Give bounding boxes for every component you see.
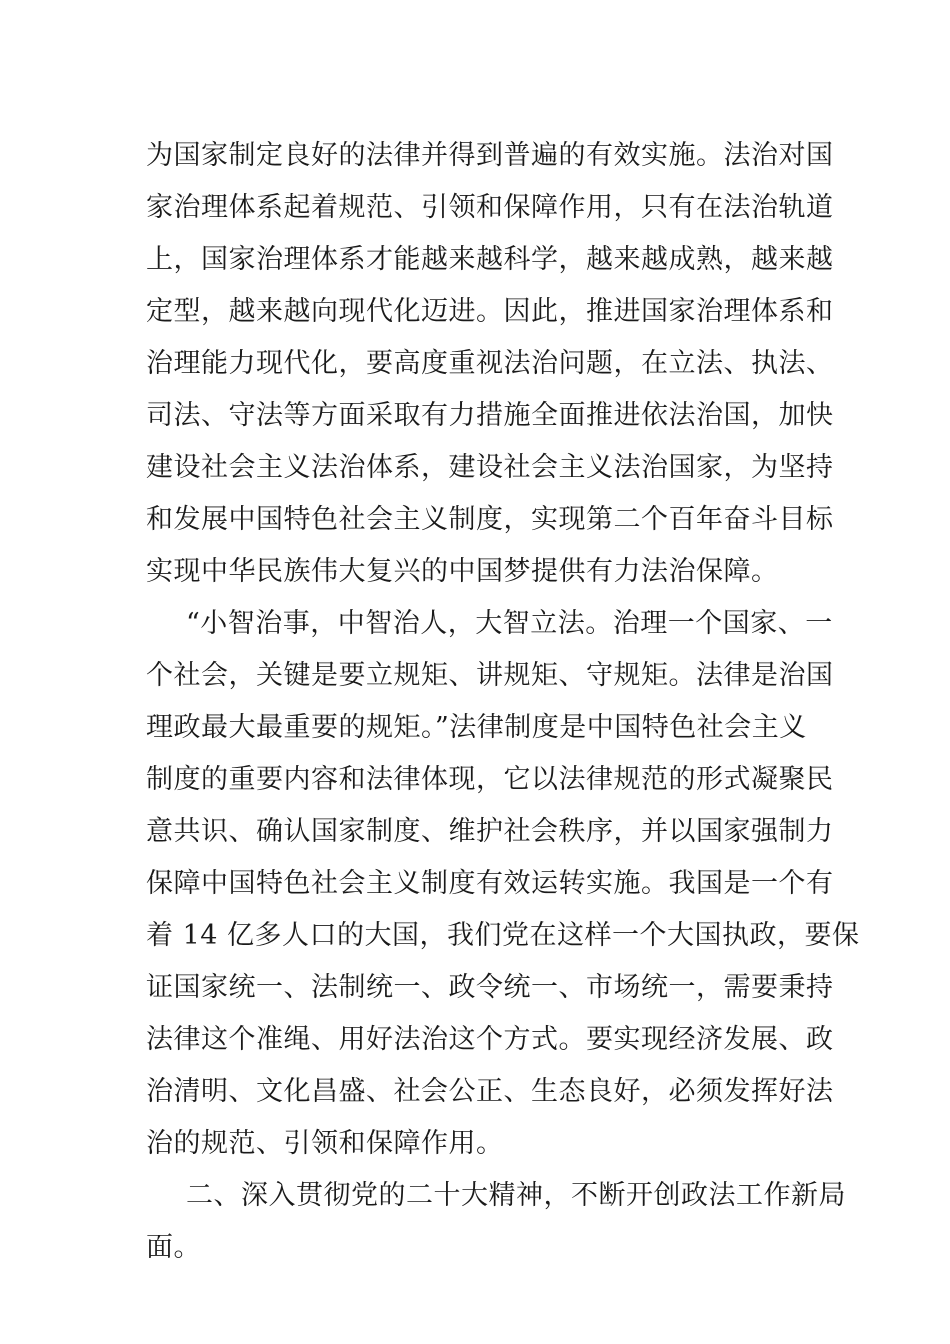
text-line: 治的规范、引领和保障作用。 (146, 1128, 504, 1159)
text-line: 理政最大最重要的规矩。”法律制度是中国特色社会主义 (146, 712, 807, 743)
text-line: 上，国家治理体系才能越来越科学，越来越成熟，越来越 (146, 244, 834, 275)
text-line: 个社会，关键是要立规矩、讲规矩、守规矩。法律是治国 (146, 660, 834, 691)
text-line: 定型，越来越向现代化迈进。因此，推进国家治理体系和 (146, 296, 834, 327)
text-line: 意共识、确认国家制度、维护社会秩序，并以国家强制力 (146, 816, 834, 847)
section-heading-line: 面。 (146, 1232, 201, 1263)
section-heading-line: 二、深入贯彻党的二十大精神，不断开创政法工作新局 (186, 1180, 846, 1211)
text-line: 制度的重要内容和法律体现，它以法律规范的形式凝聚民 (146, 764, 834, 795)
text-line-paragraph-start: “小智治事，中智治人，大智立法。治理一个国家、一 (186, 608, 833, 639)
body-text (146, 130, 860, 1274)
text-line: 为国家制定良好的法律并得到普遍的有效实施。法治对国 (146, 140, 834, 171)
text-line: 建设社会主义法治体系，建设社会主义法治国家，为坚持 (146, 452, 834, 483)
text-line: 实现中华民族伟大复兴的中国梦提供有力法治保障。 (146, 556, 779, 587)
text-line: 治清明、文化昌盛、社会公正、生态良好，必须发挥好法 (146, 1076, 834, 1107)
text-line: 着 14 亿多人口的大国，我们党在这样一个大国执政，要保 (146, 920, 860, 951)
text-line: 法律这个准绳、用好法治这个方式。要实现经济发展、政 (146, 1024, 834, 1055)
text-line: 保障中国特色社会主义制度有效运转实施。我国是一个有 (146, 868, 834, 899)
text-line: 和发展中国特色社会主义制度，实现第二个百年奋斗目标 (146, 504, 834, 535)
text-line: 证国家统一、法制统一、政令统一、市场统一，需要秉持 (146, 972, 834, 1003)
text-line: 治理能力现代化，要高度重视法治问题，在立法、执法、 (146, 348, 834, 379)
text-line: 家治理体系起着规范、引领和保障作用，只有在法治轨道 (146, 192, 834, 223)
text-line: 司法、守法等方面采取有力措施全面推进依法治国，加快 (146, 400, 834, 431)
